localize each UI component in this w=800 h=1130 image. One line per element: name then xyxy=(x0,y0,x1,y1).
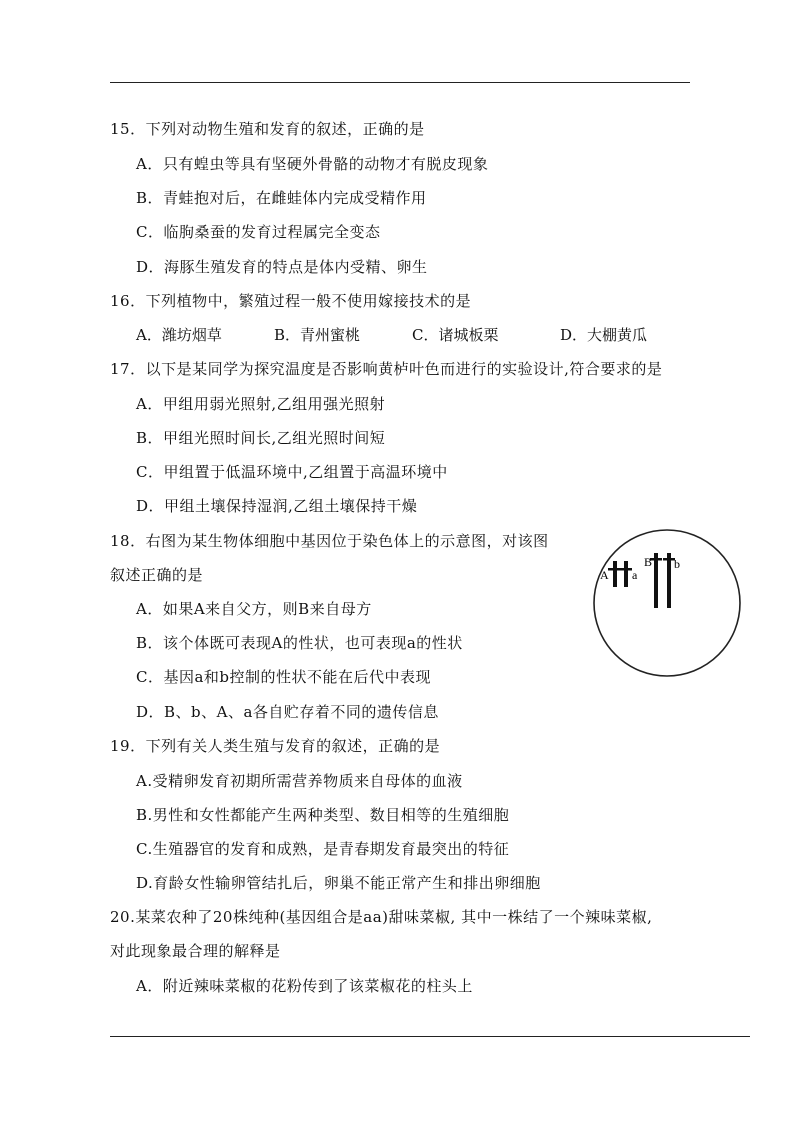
chromosome-short-left xyxy=(613,561,617,587)
question-15-option-d: D．海豚生殖发育的特点是体内受精、卵生 xyxy=(136,258,428,276)
question-15-option-b: B．青蛙抱对后，在雌蛙体内完成受精作用 xyxy=(136,189,427,207)
label-b: b xyxy=(674,557,680,571)
chromosome-long-left xyxy=(654,553,658,608)
label-A: A xyxy=(600,568,609,582)
question-19-option-c: C.生殖器官的发育和成熟，是青春期发育最突出的特征 xyxy=(136,840,510,858)
question-16-option-c: C．诸城板栗 xyxy=(412,326,499,344)
question-18-stem-line1: 18．右图为某生物体细胞中基因位于染色体上的示意图，对该图 xyxy=(110,532,549,550)
question-17-option-d: D．甲组土壤保持湿润,乙组土壤保持干燥 xyxy=(136,497,418,515)
gene-locus-A xyxy=(608,568,622,571)
question-18-option-d: D．B、b、A、a各自贮存着不同的遗传信息 xyxy=(136,703,439,721)
footer-rule xyxy=(110,1036,750,1037)
question-19-option-a: A.受精卵发育初期所需营养物质来自母体的血液 xyxy=(136,772,463,790)
chromosome-short-right xyxy=(624,561,628,587)
question-17-option-a: A．甲组用弱光照射,乙组用强光照射 xyxy=(136,395,386,413)
question-15-option-a: A．只有蝗虫等具有坚硬外骨骼的动物才有脱皮现象 xyxy=(136,155,489,173)
question-18-option-a: A．如果A来自父方，则B来自母方 xyxy=(136,600,372,618)
cell-chromosome-diagram xyxy=(592,528,742,678)
question-16-option-d: D．大棚黄瓜 xyxy=(560,326,648,344)
question-17-option-c: C．甲组置于低温环境中,乙组置于高温环境中 xyxy=(136,463,448,481)
question-19-stem: 19．下列有关人类生殖与发育的叙述，正确的是 xyxy=(110,737,441,755)
label-a: a xyxy=(632,568,638,582)
question-15-stem: 15．下列对动物生殖和发育的叙述，正确的是 xyxy=(110,120,425,138)
question-19-option-d: D.育龄女性输卵管结扎后，卵巢不能正常产生和排出卵细胞 xyxy=(136,874,541,892)
question-17-option-b: B．甲组光照时间长,乙组光照时间短 xyxy=(136,429,386,447)
question-18-option-c: C．基因a和b控制的性状不能在后代中表现 xyxy=(136,668,432,686)
question-16-option-a: A．潍坊烟草 xyxy=(136,326,222,344)
question-20-stem-line1: 20.某菜农种了20株纯种(基因组合是aa)甜味菜椒, 其中一株结了一个辣味菜椒, xyxy=(110,908,653,926)
question-18-option-b: B．该个体既可表现A的性状，也可表现a的性状 xyxy=(136,634,463,652)
question-16-stem: 16．下列植物中，繁殖过程一般不使用嫁接技术的是 xyxy=(110,292,472,310)
question-17-stem: 17．以下是某同学为探究温度是否影响黄栌叶色而进行的实验设计,符合要求的是 xyxy=(110,360,663,378)
question-19-option-b: B.男性和女性都能产生两种类型、数目相等的生殖细胞 xyxy=(136,806,510,824)
question-15-option-c: C．临朐桑蚕的发育过程属完全变态 xyxy=(136,223,381,241)
header-rule xyxy=(110,82,690,83)
gene-locus-a xyxy=(620,568,632,571)
chromosome-long-right xyxy=(667,553,671,608)
question-20-stem-line2: 对此现象最合理的解释是 xyxy=(110,942,281,960)
question-20-option-a: A．附近辣味菜椒的花粉传到了该菜椒花的柱头上 xyxy=(136,977,473,995)
label-B: B xyxy=(644,555,653,569)
question-16-option-b: B．青州蜜桃 xyxy=(274,326,361,344)
question-18-stem-line2: 叙述正确的是 xyxy=(110,566,204,584)
